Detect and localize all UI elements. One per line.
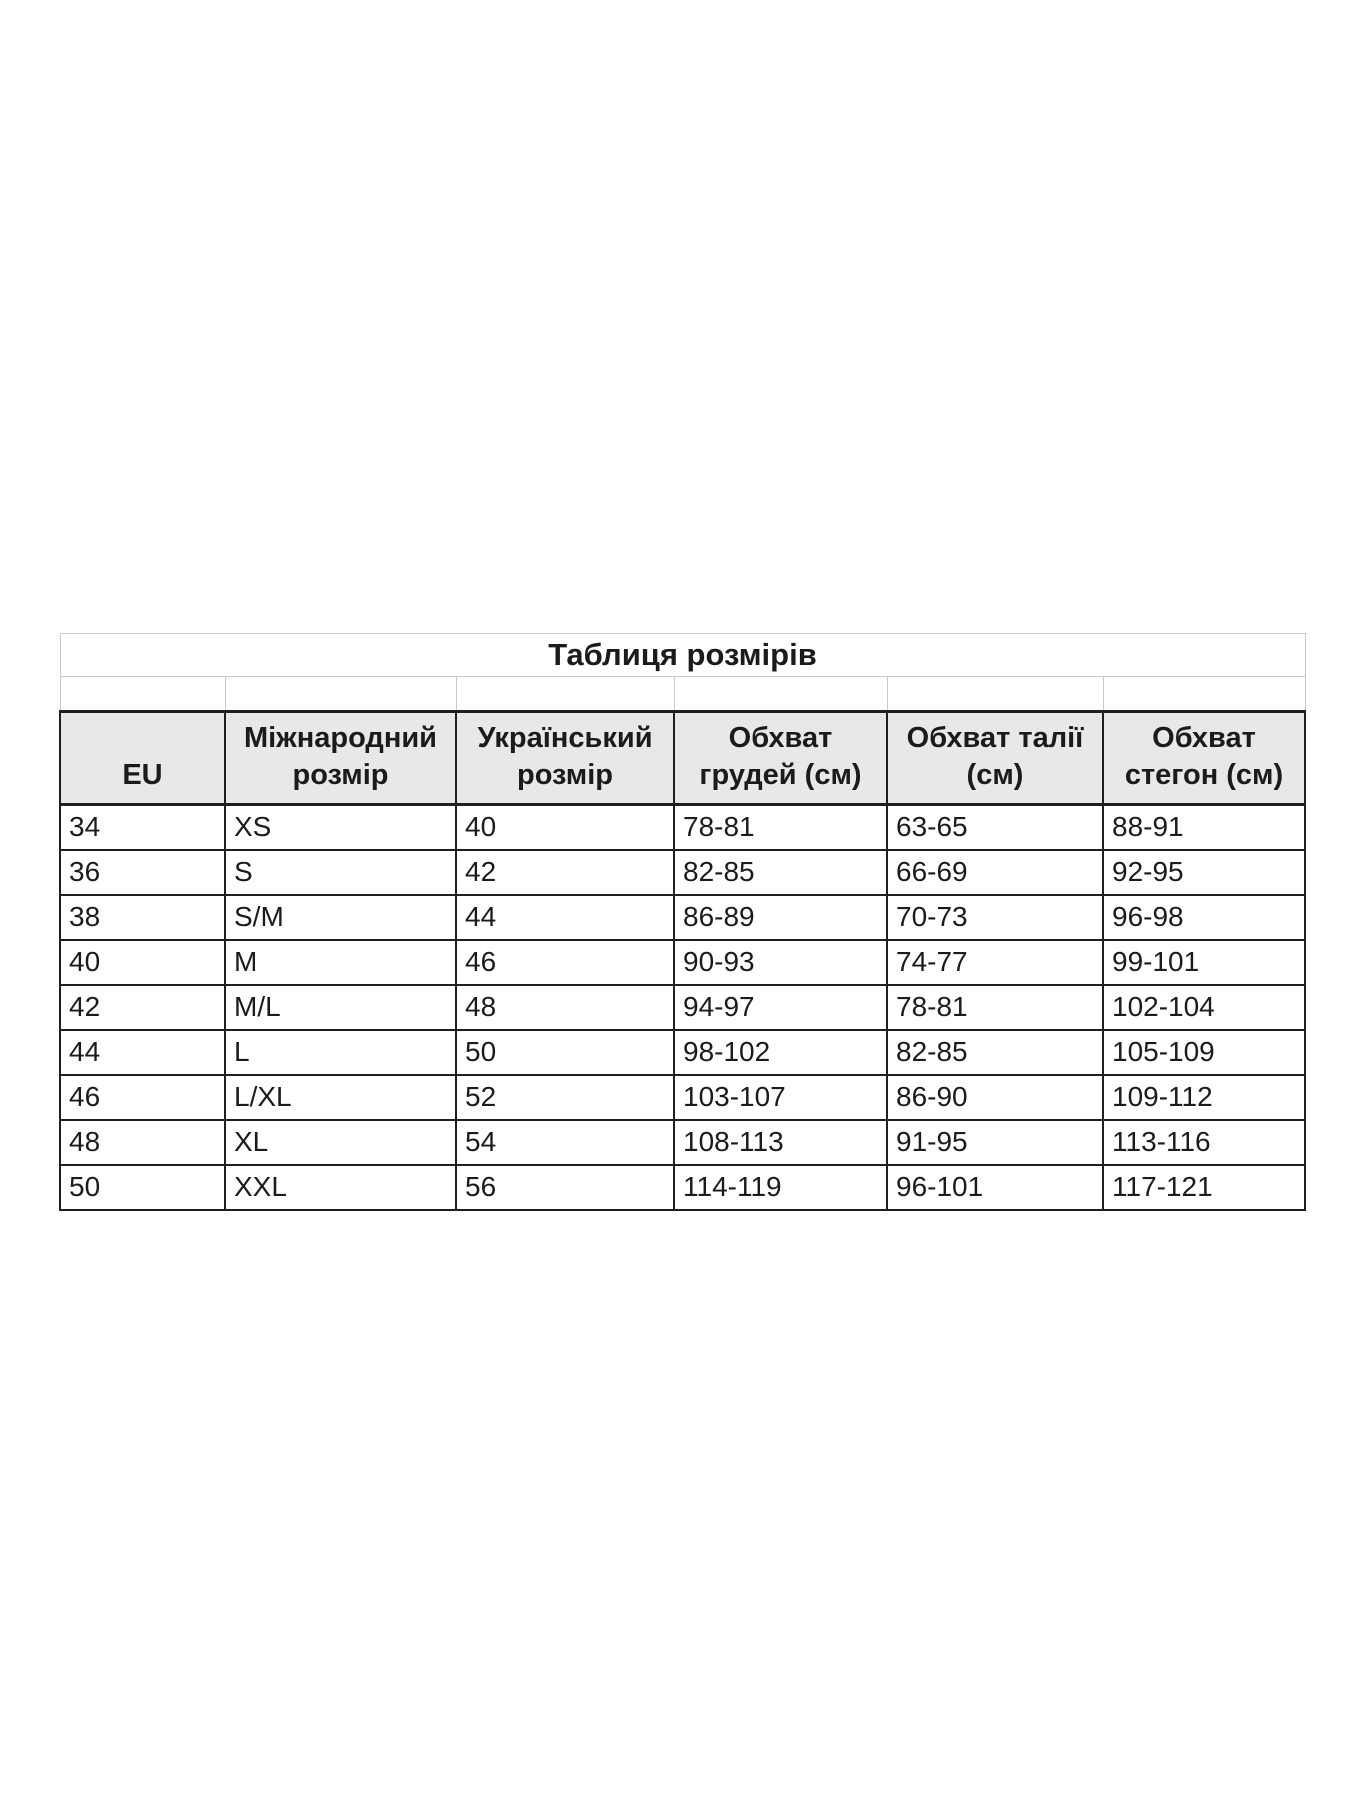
table-cell-eu: 42: [60, 985, 225, 1030]
table-cell-international-size: XXL: [225, 1165, 456, 1210]
table-cell-hips-cm: 105-109: [1103, 1030, 1305, 1075]
table-title-row: [60, 634, 1305, 677]
column-header-hips-cm: Обхват стегон (см): [1103, 712, 1305, 805]
size-chart: [59, 633, 1305, 1211]
table-cell-international-size: S/M: [225, 895, 456, 940]
table-cell-international-size: M/L: [225, 985, 456, 1030]
table-cell-waist-cm: 78-81: [887, 985, 1103, 1030]
table-row: [60, 1030, 1305, 1075]
table-cell-ukrainian-size: 40: [456, 805, 674, 851]
table-cell-ukrainian-size: 48: [456, 985, 674, 1030]
table-cell-international-size: XL: [225, 1120, 456, 1165]
table-cell-waist-cm: 74-77: [887, 940, 1103, 985]
table-cell-hips-cm: 109-112: [1103, 1075, 1305, 1120]
table-cell-hips-cm: 99-101: [1103, 940, 1305, 985]
table-cell-waist-cm: 63-65: [887, 805, 1103, 851]
spacer-cell: [456, 677, 674, 712]
table-cell-international-size: M: [225, 940, 456, 985]
table-cell-ukrainian-size: 50: [456, 1030, 674, 1075]
table-cell-ukrainian-size: 46: [456, 940, 674, 985]
table-cell-eu: 48: [60, 1120, 225, 1165]
table-cell-ukrainian-size: 54: [456, 1120, 674, 1165]
table-title: Таблиця розмірів: [60, 634, 1305, 677]
table-cell-eu: 36: [60, 850, 225, 895]
table-cell-hips-cm: 96-98: [1103, 895, 1305, 940]
column-header-chest-cm: Обхват грудей (см): [674, 712, 887, 805]
table-cell-hips-cm: 117-121: [1103, 1165, 1305, 1210]
spacer-cell: [674, 677, 887, 712]
spacer-cell: [1103, 677, 1305, 712]
table-cell-chest-cm: 98-102: [674, 1030, 887, 1075]
table-cell-waist-cm: 82-85: [887, 1030, 1103, 1075]
table-cell-hips-cm: 113-116: [1103, 1120, 1305, 1165]
table-cell-chest-cm: 90-93: [674, 940, 887, 985]
table-cell-chest-cm: 114-119: [674, 1165, 887, 1210]
table-cell-chest-cm: 82-85: [674, 850, 887, 895]
table-cell-waist-cm: 66-69: [887, 850, 1103, 895]
table-cell-international-size: S: [225, 850, 456, 895]
table-cell-eu: 44: [60, 1030, 225, 1075]
column-header-eu: EU: [60, 712, 225, 805]
table-row: [60, 1120, 1305, 1165]
table-cell-hips-cm: 102-104: [1103, 985, 1305, 1030]
table-cell-eu: 38: [60, 895, 225, 940]
column-header-ukrainian-size: Український розмір: [456, 712, 674, 805]
table-row: [60, 940, 1305, 985]
table-cell-waist-cm: 70-73: [887, 895, 1103, 940]
header-row: [60, 712, 1305, 805]
table-row: [60, 805, 1305, 851]
spacer-cell: [887, 677, 1103, 712]
table-cell-chest-cm: 78-81: [674, 805, 887, 851]
table-cell-ukrainian-size: 56: [456, 1165, 674, 1210]
table-cell-waist-cm: 96-101: [887, 1165, 1103, 1210]
table-cell-international-size: L/XL: [225, 1075, 456, 1120]
column-header-waist-cm: Обхват талії (см): [887, 712, 1103, 805]
table-cell-chest-cm: 94-97: [674, 985, 887, 1030]
table-cell-waist-cm: 86-90: [887, 1075, 1103, 1120]
table-cell-hips-cm: 92-95: [1103, 850, 1305, 895]
table-cell-chest-cm: 108-113: [674, 1120, 887, 1165]
table-cell-waist-cm: 91-95: [887, 1120, 1103, 1165]
table-row: [60, 895, 1305, 940]
spacer-cell: [60, 677, 225, 712]
table-cell-ukrainian-size: 52: [456, 1075, 674, 1120]
table-row: [60, 850, 1305, 895]
table-body: [60, 805, 1305, 1211]
table-cell-eu: 34: [60, 805, 225, 851]
table-cell-eu: 46: [60, 1075, 225, 1120]
size-table: [59, 633, 1306, 1211]
table-cell-chest-cm: 103-107: [674, 1075, 887, 1120]
table-cell-eu: 50: [60, 1165, 225, 1210]
table-cell-ukrainian-size: 42: [456, 850, 674, 895]
table-cell-international-size: L: [225, 1030, 456, 1075]
spacer-row: [60, 677, 1305, 712]
table-row: [60, 1165, 1305, 1210]
table-row: [60, 1075, 1305, 1120]
column-header-international-size: Міжнародний розмір: [225, 712, 456, 805]
table-cell-ukrainian-size: 44: [456, 895, 674, 940]
table-row: [60, 985, 1305, 1030]
spacer-cell: [225, 677, 456, 712]
table-cell-hips-cm: 88-91: [1103, 805, 1305, 851]
table-cell-international-size: XS: [225, 805, 456, 851]
table-cell-chest-cm: 86-89: [674, 895, 887, 940]
table-cell-eu: 40: [60, 940, 225, 985]
